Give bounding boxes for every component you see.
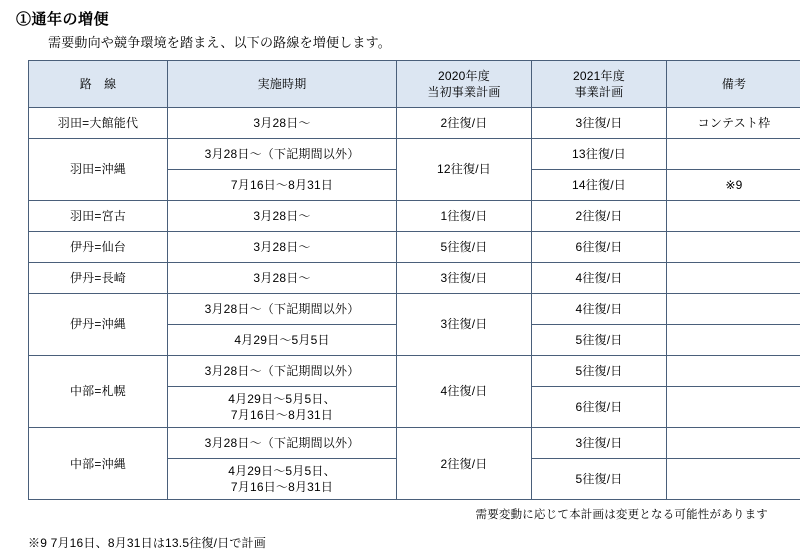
cell-period: 3月28日～ (168, 262, 397, 293)
cell-note (667, 293, 800, 324)
cell-note (667, 200, 800, 231)
cell-period: 7月16日～8月31日 (168, 169, 397, 200)
column-header-plan-2021-line2: 事業計画 (535, 84, 663, 100)
cell-plan-2020: 2往復/日 (397, 107, 532, 138)
table-row (29, 355, 800, 386)
cell-plan-2021: 13往復/日 (532, 138, 667, 169)
cell-note (667, 262, 800, 293)
cell-plan-2021: 2往復/日 (532, 200, 667, 231)
cell-period: 3月28日～ (168, 107, 397, 138)
cell-plan-2021: 14往復/日 (532, 169, 667, 200)
cell-plan-2020: 3往復/日 (397, 293, 532, 355)
column-header-note: 備考 (667, 60, 800, 107)
footnote-9: ※9 7月16日、8月31日は13.5往復/日で計画 (28, 534, 786, 551)
table-row (29, 138, 800, 169)
cell-note (667, 459, 800, 500)
column-header-plan-2020 (397, 60, 532, 107)
cell-plan-2021: 4往復/日 (532, 293, 667, 324)
cell-plan-2021: 5往復/日 (532, 355, 667, 386)
cell-plan-2021: 5往復/日 (532, 324, 667, 355)
table-row (29, 428, 800, 459)
column-header-plan-2021-line1: 2021年度 (535, 68, 663, 84)
table-header-row (29, 60, 800, 107)
variation-note: 需要変動に応じて本計画は変更となる可能性があります (14, 506, 768, 522)
cell-plan-2021: 4往復/日 (532, 262, 667, 293)
cell-note (667, 324, 800, 355)
lead-paragraph: 需要動向や競争環境を踏まえ、以下の路線を増便します。 (48, 34, 786, 52)
cell-plan-2021: 6往復/日 (532, 386, 667, 427)
cell-route: 伊丹=仙台 (29, 231, 168, 262)
flight-increase-table (28, 60, 800, 501)
cell-route: 羽田=宮古 (29, 200, 168, 231)
cell-route: 中部=沖縄 (29, 428, 168, 500)
cell-note (667, 231, 800, 262)
cell-period: 3月28日～（下記期間以外） (168, 428, 397, 459)
cell-period: 3月28日～ (168, 231, 397, 262)
cell-plan-2020: 3往復/日 (397, 262, 532, 293)
cell-plan-2021: 6往復/日 (532, 231, 667, 262)
cell-period: 3月28日～（下記期間以外） (168, 138, 397, 169)
column-header-plan-2021 (532, 60, 667, 107)
cell-plan-2020: 1往復/日 (397, 200, 532, 231)
cell-plan-2020: 2往復/日 (397, 428, 532, 500)
column-header-route: 路 線 (29, 60, 168, 107)
cell-period: 3月28日～（下記期間以外） (168, 355, 397, 386)
page-title: ①通年の増便 (16, 10, 786, 30)
cell-period: 4月29日～5月5日 (168, 324, 397, 355)
cell-route: 中部=札幌 (29, 355, 168, 427)
cell-note: ※9 (667, 169, 800, 200)
column-header-period: 実施時期 (168, 60, 397, 107)
table-body (29, 107, 800, 500)
column-header-plan-2020-line2: 当初事業計画 (400, 84, 528, 100)
cell-note (667, 138, 800, 169)
cell-route: 伊丹=沖縄 (29, 293, 168, 355)
cell-note (667, 386, 800, 427)
cell-route: 羽田=大館能代 (29, 107, 168, 138)
cell-plan-2021: 5往復/日 (532, 459, 667, 500)
cell-plan-2020: 5往復/日 (397, 231, 532, 262)
table-row (29, 231, 800, 262)
cell-period: 3月28日～（下記期間以外） (168, 293, 397, 324)
table-row (29, 262, 800, 293)
cell-period: 4月29日～5月5日、 7月16日～8月31日 (168, 386, 397, 427)
cell-period: 3月28日～ (168, 200, 397, 231)
cell-period: 4月29日～5月5日、 7月16日～8月31日 (168, 459, 397, 500)
table-row (29, 200, 800, 231)
cell-plan-2021: 3往復/日 (532, 107, 667, 138)
cell-note: コンテスト枠 (667, 107, 800, 138)
cell-plan-2020: 4往復/日 (397, 355, 532, 427)
cell-plan-2021: 3往復/日 (532, 428, 667, 459)
cell-note (667, 428, 800, 459)
cell-route: 伊丹=長崎 (29, 262, 168, 293)
table-header (29, 60, 800, 107)
cell-plan-2020: 12往復/日 (397, 138, 532, 200)
column-header-plan-2020-line1: 2020年度 (400, 68, 528, 84)
table-row (29, 293, 800, 324)
table-row (29, 107, 800, 138)
cell-note (667, 355, 800, 386)
cell-route: 羽田=沖縄 (29, 138, 168, 200)
